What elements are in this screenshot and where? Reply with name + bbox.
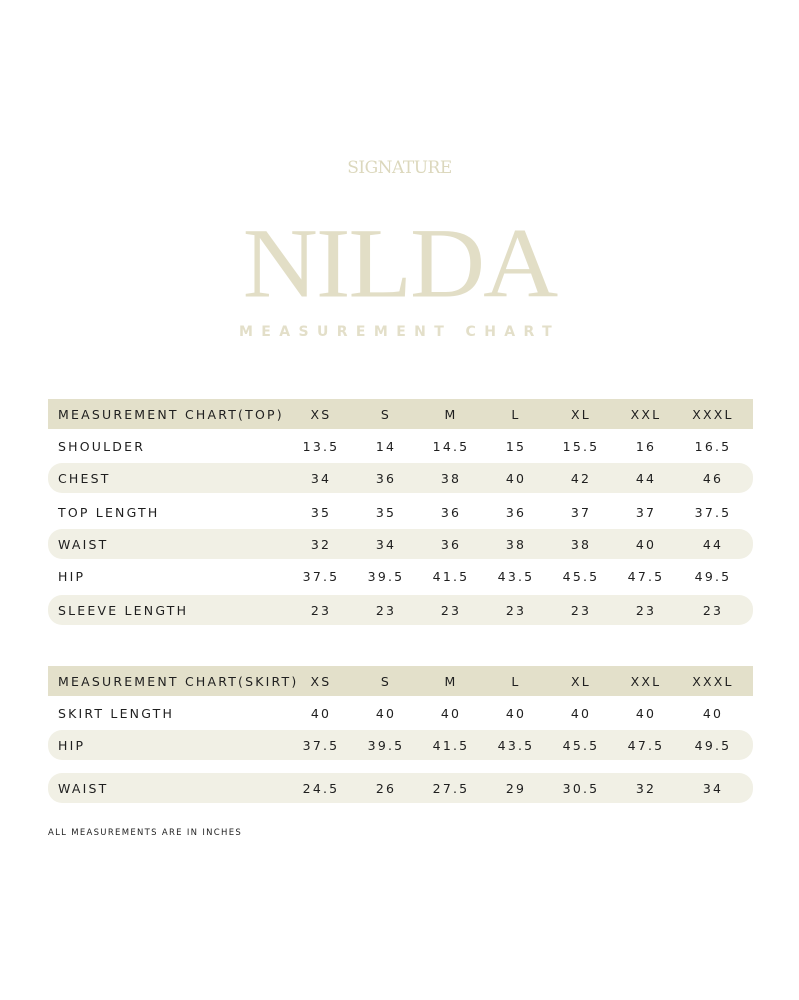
- table-row: [48, 773, 753, 803]
- value-cell: 37.5: [302, 737, 340, 753]
- value-cell: 37.5: [694, 504, 732, 520]
- value-cell: 23: [635, 602, 657, 618]
- value-cell: 44: [635, 470, 657, 486]
- value-cell: 34: [702, 780, 724, 796]
- value-cell: 40: [702, 705, 724, 721]
- row-label: WAIST: [58, 780, 109, 796]
- size-header-m: M: [444, 406, 458, 422]
- value-cell: 13.5: [302, 438, 340, 454]
- value-cell: 43.5: [497, 737, 535, 753]
- value-cell: 43.5: [497, 568, 535, 584]
- row-label: SLEEVE LENGTH: [58, 602, 189, 618]
- table-header-row: [48, 399, 753, 429]
- value-cell: 35: [375, 504, 397, 520]
- value-cell: 40: [505, 705, 527, 721]
- table-row: [48, 529, 753, 559]
- value-cell: 49.5: [694, 737, 732, 753]
- value-cell: 38: [505, 536, 527, 552]
- size-header-xxl: XXL: [630, 406, 662, 422]
- value-cell: 36: [375, 470, 397, 486]
- table-row: [48, 463, 753, 493]
- size-header-l: L: [511, 406, 521, 422]
- page-subtitle: MEASUREMENT CHART: [238, 324, 561, 340]
- table-row: [48, 561, 753, 591]
- table-row: [48, 595, 753, 625]
- row-label: SHOULDER: [58, 438, 146, 454]
- units-note: ALL MEASUREMENTS ARE IN INCHES: [48, 828, 243, 838]
- value-cell: 23: [505, 602, 527, 618]
- value-cell: 32: [310, 536, 332, 552]
- table-row: [48, 497, 753, 527]
- size-header-m: M: [444, 673, 458, 689]
- value-cell: 44: [702, 536, 724, 552]
- row-label: TOP LENGTH: [58, 504, 160, 520]
- row-label: SKIRT LENGTH: [58, 705, 175, 721]
- value-cell: 14: [375, 438, 397, 454]
- value-cell: 41.5: [432, 568, 470, 584]
- value-cell: 38: [440, 470, 462, 486]
- size-header-s: S: [380, 406, 392, 422]
- value-cell: 34: [310, 470, 332, 486]
- table-row: [48, 730, 753, 760]
- size-header-xs: XS: [310, 673, 332, 689]
- size-header-xl: XL: [571, 406, 591, 422]
- value-cell: 41.5: [432, 737, 470, 753]
- value-cell: 45.5: [562, 568, 600, 584]
- row-label: CHEST: [58, 470, 111, 486]
- value-cell: 47.5: [627, 737, 665, 753]
- value-cell: 42: [570, 470, 592, 486]
- value-cell: 37: [570, 504, 592, 520]
- value-cell: 37.5: [302, 568, 340, 584]
- value-cell: 16: [635, 438, 657, 454]
- value-cell: 30.5: [562, 780, 600, 796]
- size-header-l: L: [511, 673, 521, 689]
- value-cell: 40: [440, 705, 462, 721]
- value-cell: 32: [635, 780, 657, 796]
- value-cell: 40: [570, 705, 592, 721]
- value-cell: 29: [505, 780, 527, 796]
- value-cell: 37: [635, 504, 657, 520]
- size-header-s: S: [380, 673, 392, 689]
- value-cell: 36: [440, 536, 462, 552]
- value-cell: 35: [310, 504, 332, 520]
- value-cell: 24.5: [302, 780, 340, 796]
- value-cell: 15: [505, 438, 527, 454]
- value-cell: 46: [702, 470, 724, 486]
- value-cell: 45.5: [562, 737, 600, 753]
- value-cell: 47.5: [627, 568, 665, 584]
- value-cell: 40: [310, 705, 332, 721]
- value-cell: 23: [702, 602, 724, 618]
- size-header-xxxl: XXXL: [692, 673, 734, 689]
- value-cell: 14.5: [432, 438, 470, 454]
- value-cell: 16.5: [694, 438, 732, 454]
- table-row: [48, 431, 753, 461]
- signature-label: SIGNATURE: [347, 158, 452, 178]
- size-header-xs: XS: [310, 406, 332, 422]
- size-header-xxxl: XXXL: [692, 406, 734, 422]
- value-cell: 39.5: [367, 568, 405, 584]
- brand-title: NILDA: [242, 208, 557, 319]
- value-cell: 40: [375, 705, 397, 721]
- row-label: HIP: [58, 737, 86, 753]
- value-cell: 39.5: [367, 737, 405, 753]
- value-cell: 49.5: [694, 568, 732, 584]
- value-cell: 26: [375, 780, 397, 796]
- table-title: MEASUREMENT CHART(TOP): [58, 406, 284, 422]
- table-title: MEASUREMENT CHART(SKIRT): [58, 673, 299, 689]
- value-cell: 38: [570, 536, 592, 552]
- table-row: [48, 698, 753, 728]
- table-header-row: [48, 666, 753, 696]
- value-cell: 36: [440, 504, 462, 520]
- value-cell: 23: [310, 602, 332, 618]
- value-cell: 23: [375, 602, 397, 618]
- row-label: HIP: [58, 568, 86, 584]
- value-cell: 36: [505, 504, 527, 520]
- value-cell: 23: [570, 602, 592, 618]
- value-cell: 40: [635, 705, 657, 721]
- value-cell: 23: [440, 602, 462, 618]
- value-cell: 34: [375, 536, 397, 552]
- value-cell: 40: [505, 470, 527, 486]
- value-cell: 15.5: [562, 438, 600, 454]
- size-header-xxl: XXL: [630, 673, 662, 689]
- row-label: WAIST: [58, 536, 109, 552]
- value-cell: 40: [635, 536, 657, 552]
- size-header-xl: XL: [571, 673, 591, 689]
- value-cell: 27.5: [432, 780, 470, 796]
